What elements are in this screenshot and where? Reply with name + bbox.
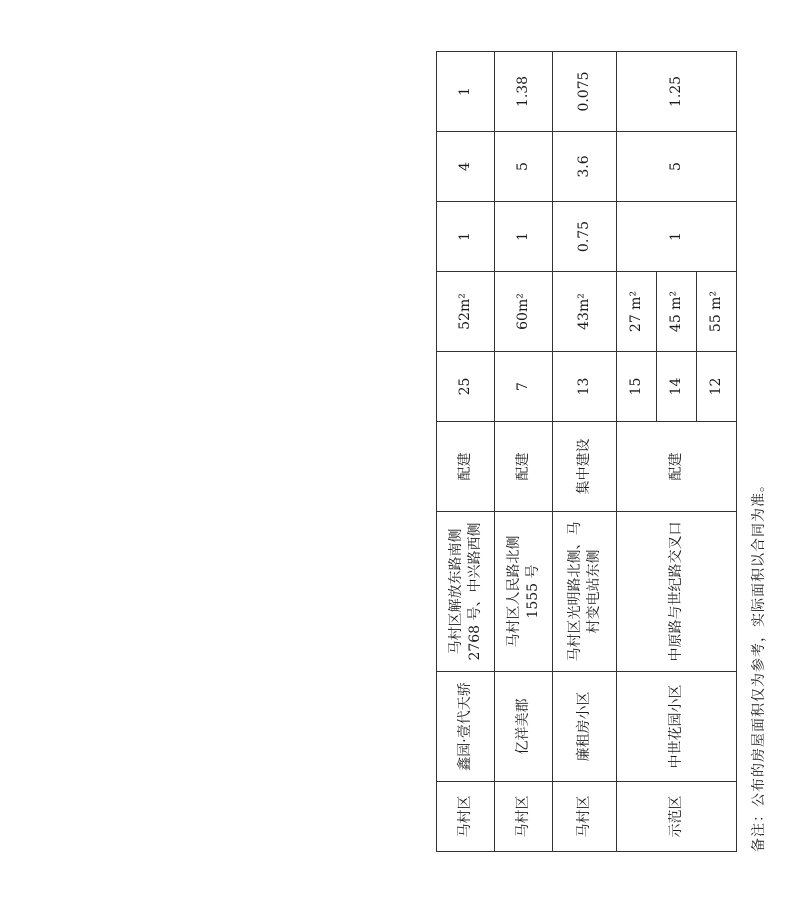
cell-c9: 1.25 (617, 52, 737, 132)
cell-project: 中世花园小区 (617, 672, 737, 782)
cell-area: 27 m² (617, 272, 657, 352)
cell-c9: 1.38 (495, 52, 553, 132)
cell-units: 13 (553, 352, 617, 422)
cell-units: 7 (495, 352, 553, 422)
cell-district: 马村区 (495, 782, 553, 852)
cell-c9: 0.075 (553, 52, 617, 132)
cell-mode: 配建 (617, 422, 737, 512)
cell-units: 15 (617, 352, 657, 422)
cell-c9: 1 (437, 52, 495, 132)
cell-project: 鑫园·壹代天骄 (437, 672, 495, 782)
cell-address: 马村区光明路北侧、马村变电站东侧 (553, 512, 617, 672)
rotated-document-page (430, 0, 810, 860)
table-row (437, 52, 495, 852)
cell-units: 14 (657, 352, 697, 422)
cell-mode: 集中建设 (553, 422, 617, 512)
cell-address: 马村区解放东路南侧 2768 号、中兴路西侧 (437, 512, 495, 672)
table-row (495, 52, 553, 852)
cell-area: 43m² (553, 272, 617, 352)
cell-mode: 配建 (437, 422, 495, 512)
table-row (553, 52, 617, 852)
footnote: 备注：公布的房屋面积仅为参考，实际面积以合同为准。 (751, 477, 767, 852)
cell-units: 25 (437, 352, 495, 422)
cell-c8: 5 (617, 132, 737, 202)
cell-district: 马村区 (553, 782, 617, 852)
table-row (617, 52, 657, 852)
cell-project: 亿祥美郡 (495, 672, 553, 782)
cell-c7: 1 (617, 202, 737, 272)
cell-area: 52m² (437, 272, 495, 352)
cell-area: 55 m² (697, 272, 737, 352)
cell-c7: 0.75 (553, 202, 617, 272)
cell-address: 马村区人民路北侧 1555 号 (495, 512, 553, 672)
cell-units: 12 (697, 352, 737, 422)
cell-address: 中原路与世纪路交叉口 (617, 512, 737, 672)
cell-mode: 配建 (495, 422, 553, 512)
cell-district: 示范区 (617, 782, 737, 852)
cell-c8: 4 (437, 132, 495, 202)
housing-table (436, 51, 737, 852)
cell-district: 马村区 (437, 782, 495, 852)
cell-c7: 1 (437, 202, 495, 272)
cell-c8: 3.6 (553, 132, 617, 202)
cell-project: 廉租房小区 (553, 672, 617, 782)
cell-c8: 5 (495, 132, 553, 202)
cell-area: 45 m² (657, 272, 697, 352)
cell-area: 60m² (495, 272, 553, 352)
cell-c7: 1 (495, 202, 553, 272)
